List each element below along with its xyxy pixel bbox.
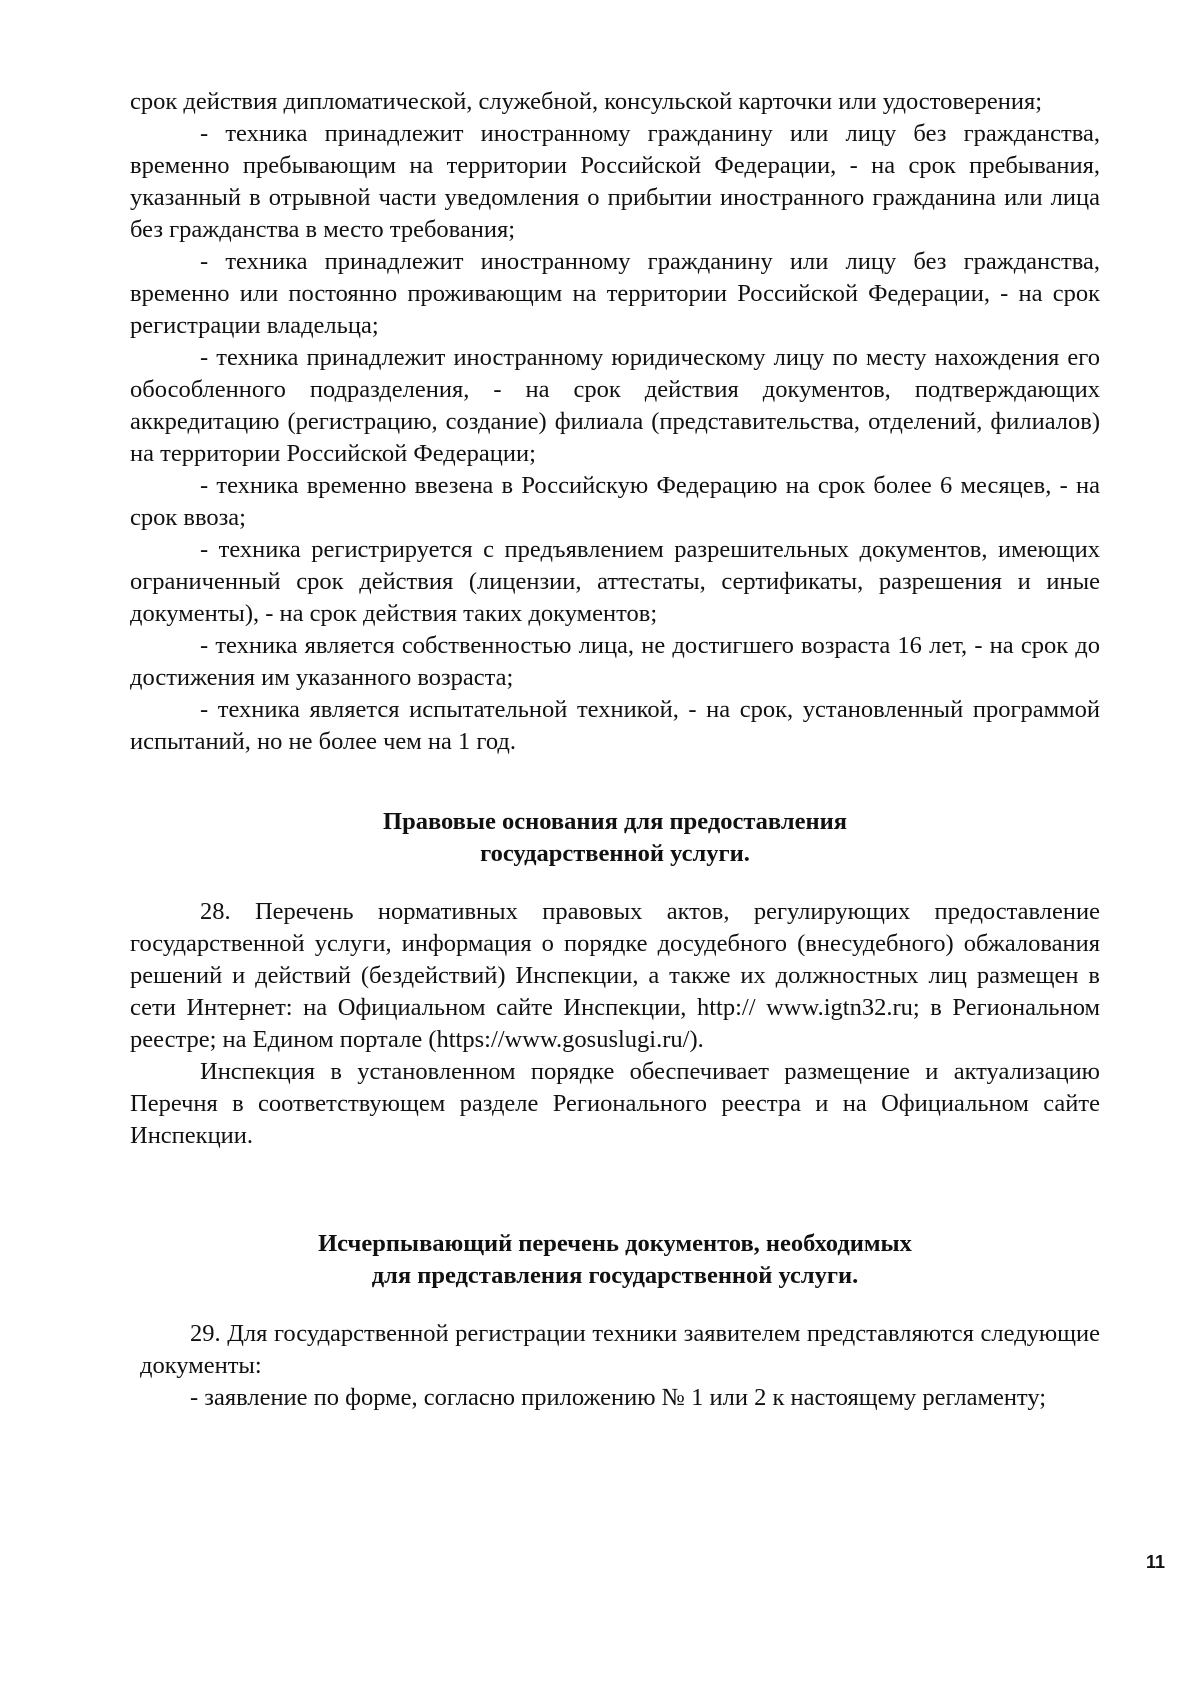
paragraph-28: 28. Перечень нормативных правовых актов, регулирующих предоставление государственной услуги, информация о порядке досудебного (внесудебного) обжалования решений и действий (бездействий) Инспекции, а также их должностных лиц размещен в сети Интернет: на Официальном сайте Инспекции, http:// www.igtn32.ru; в Региональном реестре; на Едином портале (https://www.gosuslugi.ru/). xyxy=(130,898,1100,1053)
paragraph-minor-owner: - техника является собственностью лица, не достигшего возраста 16 лет, - на срок до достижения им указанного возраста; xyxy=(130,632,1100,691)
section-29-block xyxy=(140,1318,1100,1414)
page-number: 11 xyxy=(1145,1552,1165,1572)
paragraph-29: 29. Для государственной регистрации техники заявителем представляются следующие документы: xyxy=(140,1320,1100,1379)
heading-documents-list-line1: Исчерпывающий перечень документов, необходимых xyxy=(318,1230,912,1257)
heading-legal-grounds xyxy=(130,806,1100,870)
heading-legal-grounds-line1: Правовые основания для предоставления xyxy=(383,808,847,835)
paragraph-foreign-permanent: - техника принадлежит иностранному гражданину или лицу без гражданства, временно или постоянно проживающим на территории Российской Федерации, - на срок регистрации владельца; xyxy=(130,248,1100,339)
section-28-block xyxy=(130,896,1100,1152)
top-text-block xyxy=(130,86,1100,758)
paragraph-permit-documents: - техника регистрируется с предъявлением разрешительных документов, имеющих ограниченный срок действия (лицензии, аттестаты, сертификаты, разрешения и иные документы), - на срок действия таких документов; xyxy=(130,536,1100,627)
heading-legal-grounds-line2: государственной услуги. xyxy=(480,840,750,867)
paragraph-test-equipment: - техника является испытательной техникой, - на срок, установленный программой испытаний, но не более чем на 1 год. xyxy=(130,696,1100,755)
heading-documents-list-line2: для представления государственной услуги. xyxy=(371,1262,859,1289)
paragraph-application-form: - заявление по форме, согласно приложению № 1 или 2 к настоящему регламенту; xyxy=(190,1384,1047,1411)
paragraph-validity-card: срок действия дипломатической, служебной, консульской карточки или удостоверения; xyxy=(130,88,1043,115)
paragraph-foreign-legal-entity: - техника принадлежит иностранному юридическому лицу по месту нахождения его обособленного подразделения, - на срок действия документов, подтверждающих аккредитацию (регистрацию, создание) филиала (представительства, отделений, филиалов) на территории Российской Федерации; xyxy=(130,344,1100,467)
paragraph-inspection-placement: Инспекция в установленном порядке обеспечивает размещение и актуализацию Перечня в соответствующем разделе Регионального реестра и на Официальном сайте Инспекции. xyxy=(130,1058,1100,1149)
paragraph-temporary-import: - техника временно ввезена в Российскую Федерацию на срок более 6 месяцев, - на срок ввоза; xyxy=(130,472,1100,531)
paragraph-foreign-temporary: - техника принадлежит иностранному гражданину или лицу без гражданства, временно пребывающим на территории Российской Федерации, - на срок пребывания, указанный в отрывной части уведомления о прибытии иностранного гражданина или лица без гражданства в место требования; xyxy=(130,120,1100,243)
heading-documents-list xyxy=(130,1228,1100,1292)
